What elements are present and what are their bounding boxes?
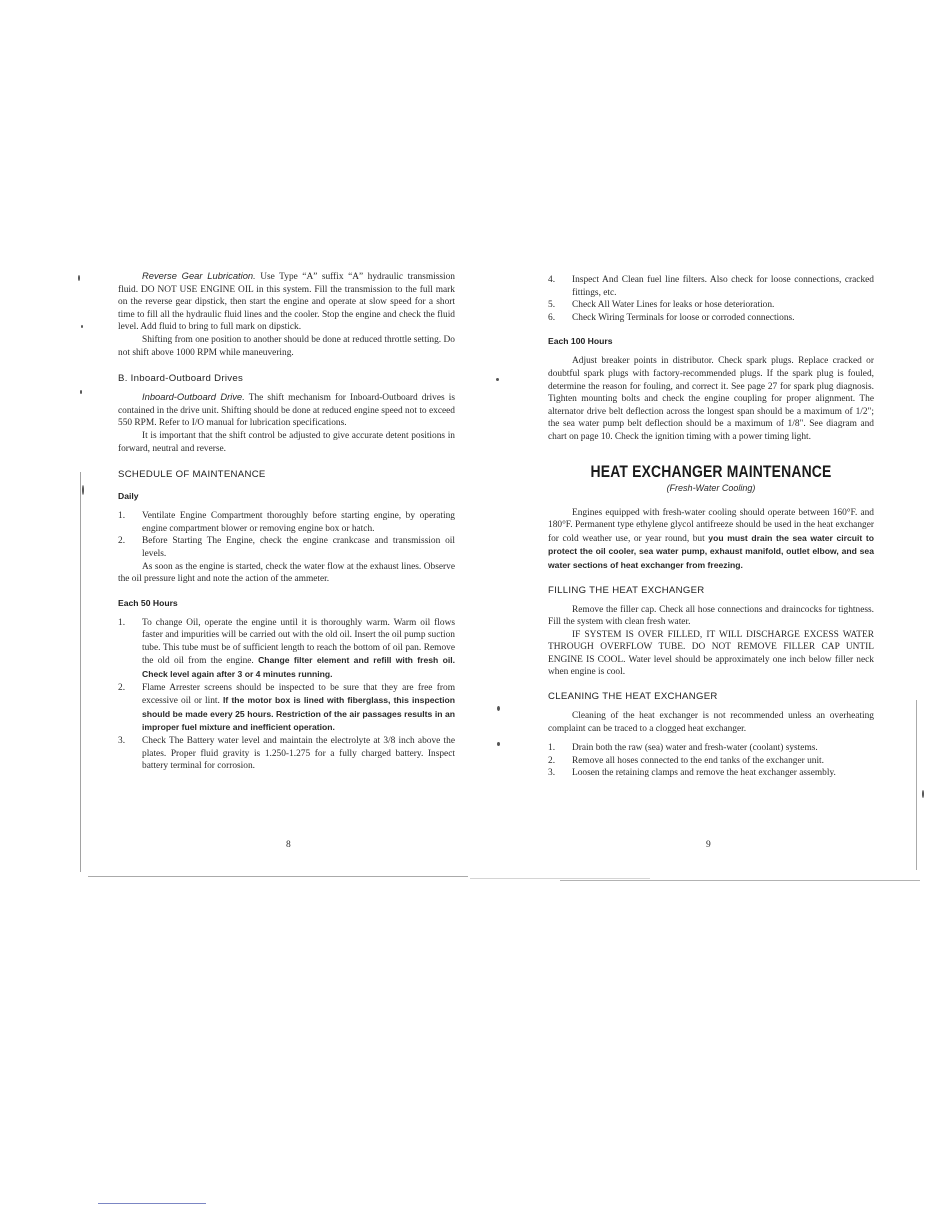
list-item	[548, 312, 874, 325]
list-item	[548, 742, 874, 755]
list-item	[118, 682, 455, 735]
page-number-left: 8	[286, 840, 291, 850]
filling-heading: FILLING THE HEAT EXCHANGER	[548, 584, 705, 596]
bottom-blue-line	[98, 1203, 206, 1204]
item-text: Flame Arrester screens should be inspected to be sure that they are free from excessive oil or lint.	[142, 682, 455, 707]
left-edge-line	[80, 472, 81, 872]
shift-adjust-paragraph: It is important that the shift control be adjusted to give accurate detent positions in forward, neutral and reverse.	[118, 430, 455, 454]
item-text: Check The Battery water level and maintain the electrolyte at 3/8 inch above the plates. Proper fluid gravity is 1.250-1.275 for a fully charged battery. Inspect battery terminal for corrosion.	[142, 736, 455, 772]
filling-tail: Water level should be approximately one inch below filler neck when engine is cool.	[548, 654, 874, 678]
bottom-edge-line-right	[560, 880, 920, 881]
scan-speck	[922, 790, 924, 798]
io-drive-title: Inboard-Outboard Drive.	[142, 391, 245, 403]
list-item	[118, 735, 455, 773]
filling-warning-paragraph	[548, 629, 874, 679]
list-item	[548, 299, 874, 312]
item-number: 1.	[548, 743, 556, 754]
list-item	[118, 617, 455, 682]
item-number: 5.	[548, 300, 556, 311]
reverse-gear-text: Use Type “A” suffix “A” hydraulic transmission fluid. DO NOT USE ENGINE OIL in this system. Fill the transmission to the full mark on the reverse gear dipstick, then start the engine and operate at slow speed for a short time to fill all the hydraulic fluid lines and the cooler. Stop the engine and check the fluid level. Add fluid to bring to full mark on dipstick.	[118, 272, 455, 333]
cleaning-heading: CLEANING THE HEAT EXCHANGER	[548, 691, 718, 703]
scan-speck	[78, 275, 80, 281]
right-page	[548, 274, 874, 780]
item-number: 1.	[118, 617, 126, 628]
item-body	[142, 617, 455, 682]
each-50-heading: Each 50 Hours	[118, 597, 178, 608]
right-edge-line	[916, 700, 917, 870]
item-number: 2.	[548, 755, 556, 766]
item-number: 4.	[548, 275, 556, 285]
item-text: Check Wiring Terminals for loose or corroded connections.	[572, 312, 795, 323]
item-text: Remove all hoses connected to the end tanks of the exchanger unit.	[572, 755, 825, 766]
bottom-edge-line-middle	[470, 878, 650, 879]
each-50-list	[118, 617, 455, 773]
cleaning-paragraph: Cleaning of the heat exchanger is not recommended unless an overheating complaint can be traced to a clogged heat exchanger.	[548, 711, 874, 734]
heat-text: Engines equipped with fresh-water cooling should operate between 160°F. and 180°F. Permanent type ethylene glycol antifreeze should be used in the heat exchanger for cold weather use, or year round, but	[548, 507, 874, 544]
item-number: 1.	[118, 511, 126, 522]
heat-exchanger-subheading: (Fresh-Water Cooling)	[666, 482, 756, 493]
item-text: Before Starting The Engine, check the engine crankcase and transmission oil levels.	[142, 536, 455, 559]
daily-heading: Daily	[118, 491, 139, 502]
bottom-edge-line-left	[88, 876, 468, 877]
scan-speck	[81, 325, 83, 328]
list-item	[118, 535, 455, 560]
filling-warning: IF SYSTEM IS OVER FILLED, IT WILL DISCHARGE EXCESS WATER THROUGH OVERFLOW TUBE. DO NOT REMOVE FILLER CAP UNTIL ENGINE IS COOL.	[548, 629, 874, 665]
list-item	[118, 510, 455, 535]
item-text: Check All Water Lines for leaks or hose deterioration.	[572, 300, 775, 311]
reverse-gear-paragraph	[118, 270, 455, 334]
heat-exchanger-heading: HEAT EXCHANGER MAINTENANCE	[590, 461, 832, 481]
each-100-heading: Each 100 Hours	[548, 336, 613, 347]
item-bold-text: If the motor box is lined with fiberglass, this inspection should be made every 25 hours. Restriction of the air passages results in an improper fuel mixture and inefficient operation.	[142, 695, 455, 733]
reverse-gear-title: Reverse Gear Lubrication.	[142, 270, 256, 281]
item-bold-text: Change filter element and refill with fresh oil. Check level again after 3 or 4 minutes running.	[142, 655, 456, 680]
each-100-paragraph: Adjust breaker points in distributor. Check spark plugs. Replace cracked or doubtful spark plugs with factory-recommended plugs. If the spark plug is fouled, determine the reason for fouling, and correct it. See page 27 for spark plug diagnosis. Tighten mounting bolts and check the engine coupling for proper alignment. The alternator drive belt deflection across the longest span should be a maximum of 1/2"; the sea water pump belt deflection should be a maximum of 1/8". See diagram and chart on page 10. Check the ignition timing with a power timing light.	[548, 356, 874, 442]
section-b-heading: B. Inboard-Outboard Drives	[118, 373, 244, 385]
filling-paragraph: Remove the filler cap. Check all hose connections and draincocks for tightness. Fill the system with clean fresh water.	[548, 604, 874, 628]
left-page	[118, 270, 455, 773]
cleaning-list	[548, 742, 874, 780]
list-item	[548, 274, 874, 299]
page-number-right: 9	[706, 840, 711, 850]
item-text: Inspect And Clean fuel line filters. Also check for loose connections, cracked fittings, etc.	[572, 275, 874, 298]
scan-speck	[80, 390, 82, 394]
item-body	[142, 682, 455, 735]
item-number: 3.	[118, 736, 126, 747]
io-drive-text: The shift mechanism for Inboard-Outboard drives is contained in the drive unit. Shifting should be done at reduced engine speed not to exceed 550 RPM. Refer to I/O manual for lubrication specifications.	[118, 393, 455, 429]
scan-speck	[82, 485, 84, 495]
shifting-paragraph: Shifting from one position to another should be done at reduced throttle setting. Do not shift above 1000 RPM while maneuvering.	[118, 334, 455, 358]
item-number: 6.	[548, 312, 556, 323]
item-number: 3.	[548, 768, 556, 779]
item-text: Loosen the retaining clamps and remove the heat exchanger assembly.	[572, 768, 836, 779]
scan-speck	[497, 706, 500, 711]
daily-note: As soon as the engine is started, check the water flow at the exhaust lines. Observe the oil pressure light and note the action of the ammeter.	[118, 561, 455, 585]
item-text: Drain both the raw (sea) water and fresh-water (coolant) systems.	[572, 743, 818, 754]
schedule-heading: SCHEDULE OF MAINTENANCE	[118, 469, 266, 481]
scan-speck	[496, 378, 499, 381]
item-text: To change Oil, operate the engine until it is thoroughly warm. Warm oil flows faster and impurities will be carried out with the old oil. Insert the oil pump suction tube. This tube must be of sufficient length to reach the bottom of oil pan. Remove the old oil from the engine.	[142, 617, 455, 667]
item-text: Ventilate Engine Compartment thoroughly before starting engine, by operating engine compartment blower or removing engine box or hatch.	[142, 511, 455, 534]
daily-list	[118, 510, 455, 560]
item-number: 2.	[118, 536, 126, 547]
list-item	[548, 767, 874, 780]
item-number: 2.	[118, 682, 126, 693]
heat-bold-text: you must drain the sea water circuit to protect the oil cooler, sea water pump, exhaust manifold, outlet elbow, and sea water sections of heat exchanger from freezing.	[548, 532, 874, 570]
io-drive-paragraph	[118, 391, 455, 430]
scan-speck	[497, 742, 500, 746]
heat-exchanger-paragraph	[548, 507, 874, 573]
list-item	[548, 755, 874, 768]
continued-list	[548, 274, 874, 324]
